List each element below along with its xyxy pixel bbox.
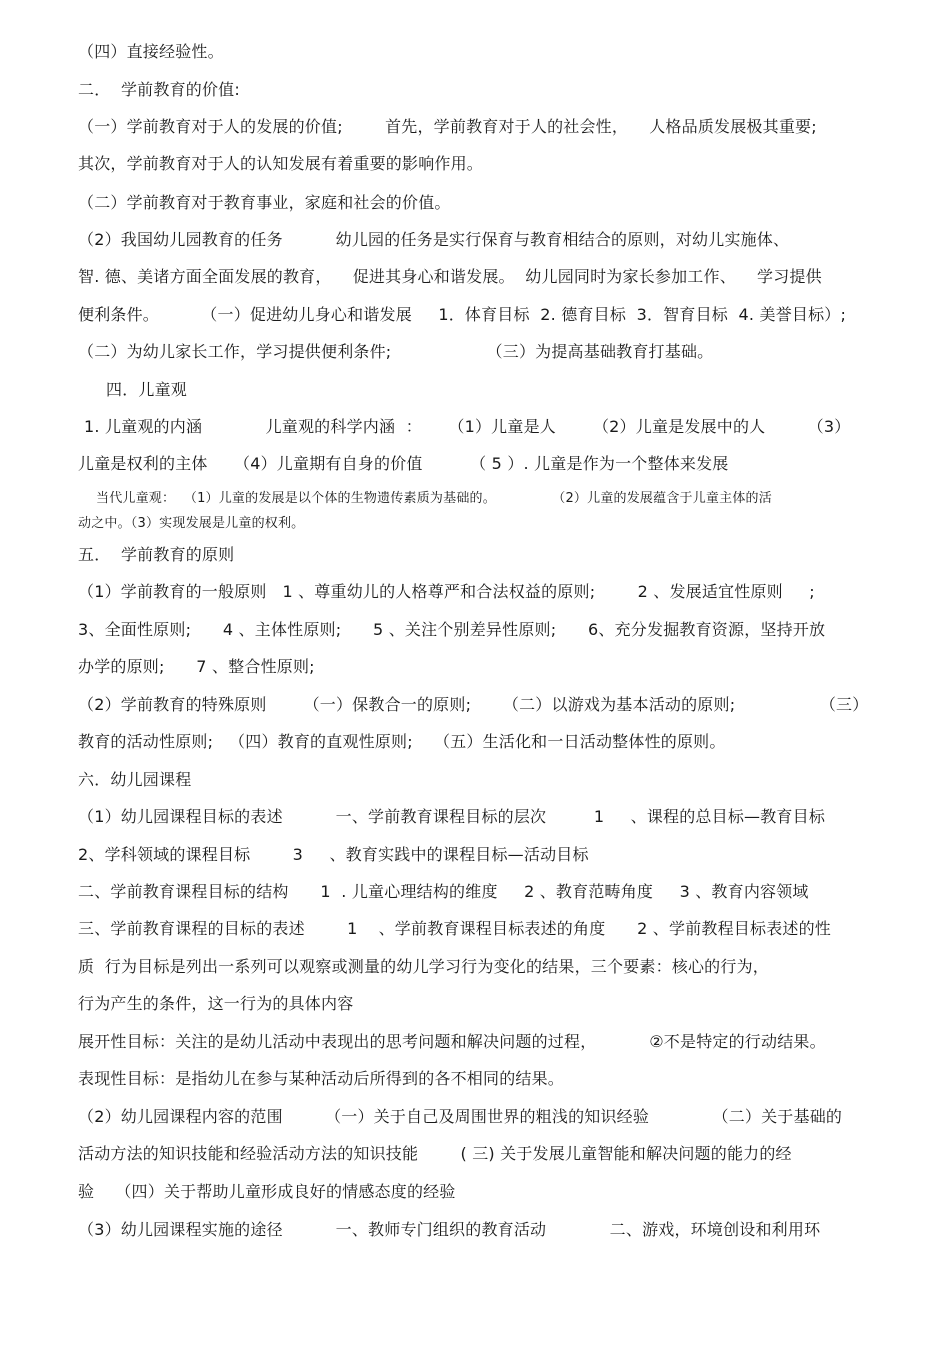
text-line: （1）幼儿园课程目标的表述 一、学前教育课程目标的层次 1 、课程的总目标—教育目标 — [78, 807, 826, 826]
text-line: （2）我国幼儿园教育的任务 幼儿园的任务是实行保育与教育相结合的原则，对幼儿实施体、 — [78, 230, 790, 249]
text-line: 办学的原则; 7 、整合性原则; — [78, 657, 315, 676]
text-line: （1）学前教育的一般原则 1 、尊重幼儿的人格尊严和合法权益的原则; 2 、发展适宜性原则 ; — [78, 582, 815, 601]
text-line: 2、学科领域的课程目标 3 、教育实践中的课程目标—活动目标 — [78, 845, 589, 864]
text-line: 3、全面性原则; 4 、主体性原则; 5 、关注个别差异性原则; 6、充分发掘教育资源，坚持开放 — [78, 620, 826, 639]
section-heading: 二． 学前教育的价值: — [78, 80, 240, 99]
text-line: 动之中。（3）实现发展是儿童的权利。 — [78, 516, 305, 531]
section-heading: 四．儿童观 — [106, 380, 188, 399]
text-line: 展开性目标：关注的是幼儿活动中表现出的思考问题和解决问题的过程， ②不是特定的行动结果。 — [78, 1032, 826, 1051]
text-line: 1. 儿童观的内涵 儿童观的科学内涵 ： （1）儿童是人 （2）儿童是发展中的人 （3） — [84, 417, 851, 436]
text-line: （一）学前教育对于人的发展的价值; 首先，学前教育对于人的社会性， 人格品质发展极其重要; — [78, 117, 817, 136]
text-line: （2）学前教育的特殊原则 （一）保教合一的原则; （二）以游戏为基本活动的原则; （三） — [78, 695, 869, 714]
text-line: 表现性目标：是指幼儿在参与某种活动后所得到的各不相同的结果。 — [78, 1069, 565, 1088]
text-line: 教育的活动性原则; （四）教育的直观性原则; （五）生活化和一日活动整体性的原则。 — [78, 732, 726, 751]
text-line: 三、学前教育课程的目标的表述 1 、学前教育课程目标表述的角度 2 、学前教程目标表述的性 — [78, 919, 831, 938]
text-line: 质 行为目标是列出一系列可以观察或测量的幼儿学习行为变化的结果，三个要素：核心的行为， — [78, 957, 769, 976]
text-line: 其次，学前教育对于人的认知发展有着重要的影响作用。 — [78, 154, 484, 173]
text-line: 便利条件。 （一）促进幼儿身心和谐发展 1．体育目标 2. 德育目标 3．智育目标 4. 美誉目标）; — [78, 305, 847, 324]
text-line: 验 （四）关于帮助儿童形成良好的情感态度的经验 — [78, 1182, 456, 1201]
text-line: 当代儿童观： （1）儿童的发展是以个体的生物遗传素质为基础的。 （2）儿童的发展蕴含于儿童主体的活 — [96, 491, 772, 506]
text-line: 二、学前教育课程目标的结构 1 . 儿童心理结构的维度 2 、教育范畴角度 3 、教育内容领域 — [78, 882, 809, 901]
text-line: （3）幼儿园课程实施的途径 一、教师专门组织的教育活动 二、游戏，环境创设和利用环 — [78, 1220, 821, 1239]
text-line: （四）直接经验性。 — [78, 42, 224, 61]
text-line: （二）为幼儿家长工作，学习提供便利条件; （三）为提高基础教育打基础。 — [78, 342, 714, 361]
text-line: 活动方法的知识技能和经验活动方法的知识技能 ( 三) 关于发展儿童智能和解决问题的能力的经 — [78, 1144, 792, 1163]
section-heading: 五． 学前教育的原则 — [78, 545, 235, 564]
section-heading: 六．幼儿园课程 — [78, 770, 192, 789]
text-line: （2）幼儿园课程内容的范围 （一）关于自己及周围世界的粗浅的知识经验 （二）关于基础的 — [78, 1107, 843, 1126]
text-line: 行为产生的条件，这一行为的具体内容 — [78, 994, 354, 1013]
text-line: 智. 德、美诸方面全面发展的教育， 促进其身心和谐发展。 幼儿园同时为家长参加工作、 学习提供 — [78, 267, 822, 286]
text-line: 儿童是权利的主体 （4）儿童期有自身的价值 （ 5 ）. 儿童是作为一个整体来发展 — [78, 454, 729, 473]
text-line: （二）学前教育对于教育事业，家庭和社会的价值。 — [78, 193, 451, 212]
